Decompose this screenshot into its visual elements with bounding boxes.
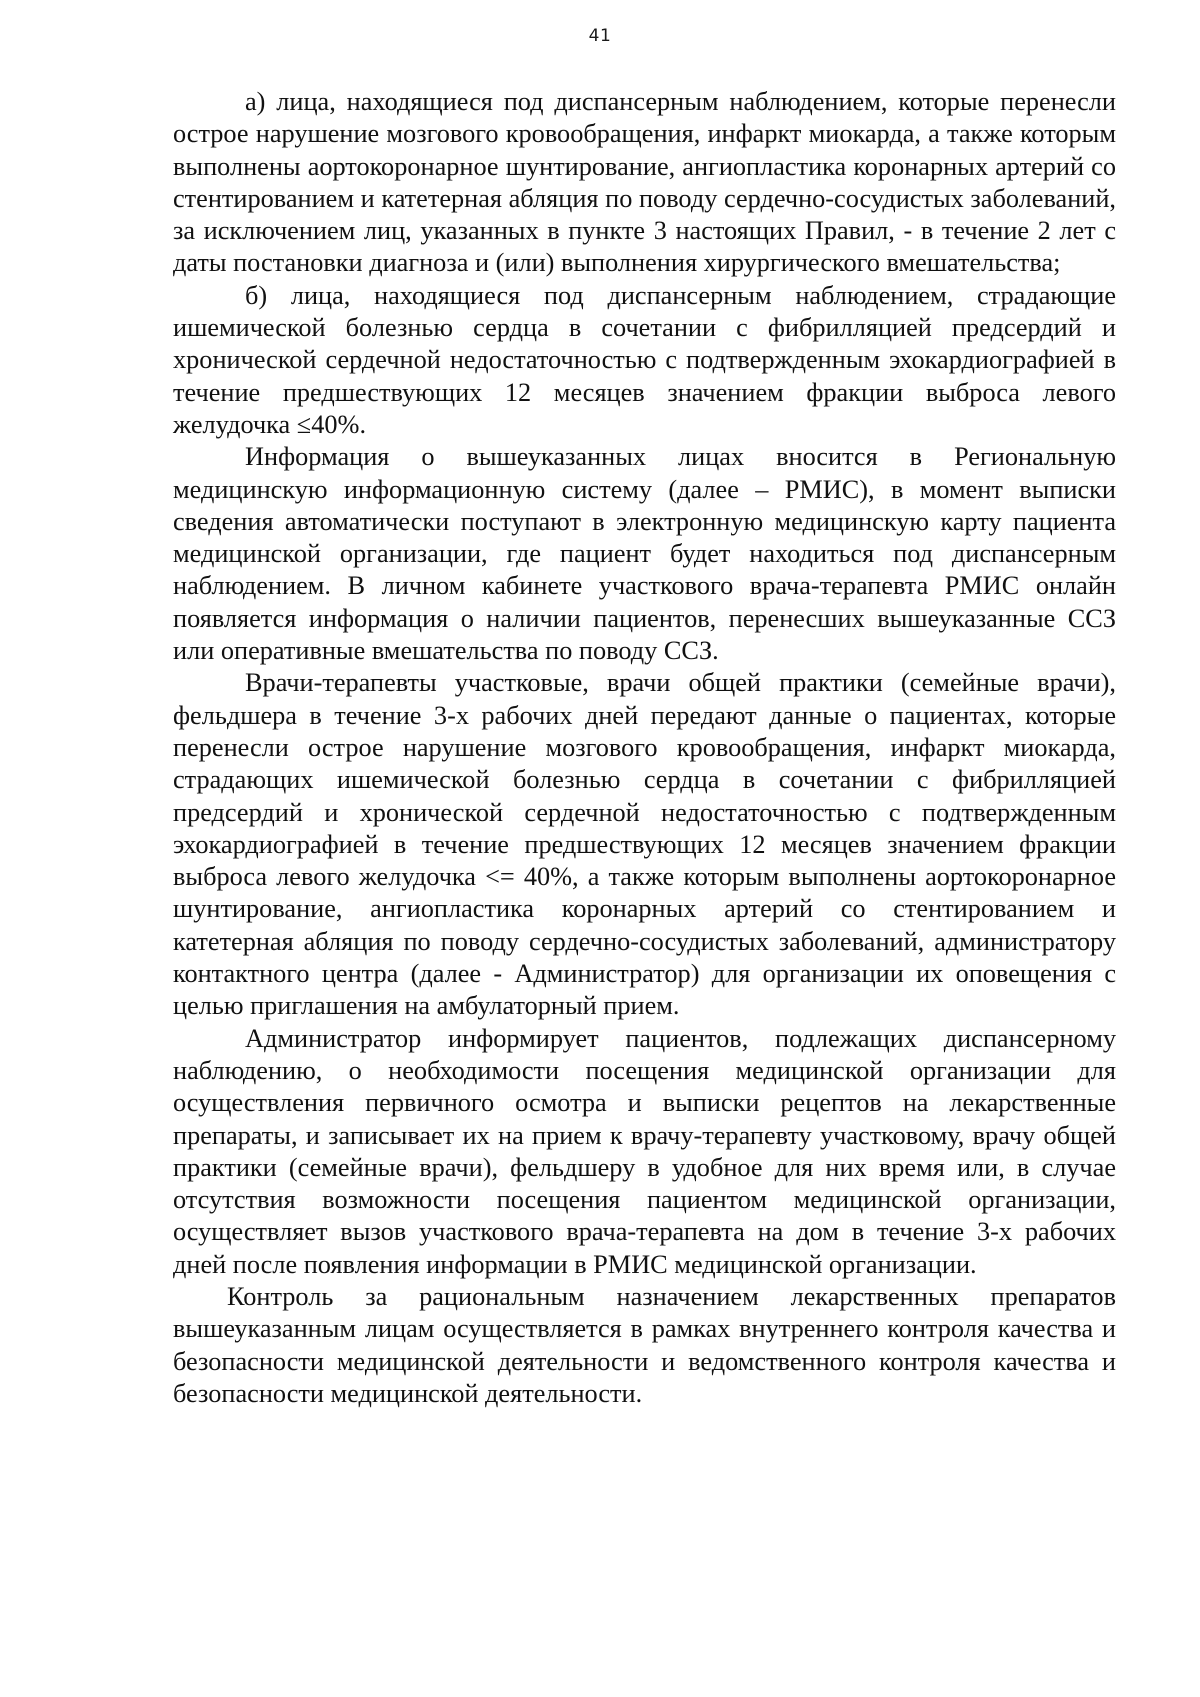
page-number: 41 bbox=[588, 26, 612, 46]
paragraph-control: Контроль за рациональным назначением лекарственных препаратов вышеуказанным лицам осуществляется в рамках внутреннего контроля качества и безопасности медицинской деятельности и ведомственного контроля качества и безопасности медицинской деятельности. bbox=[173, 1281, 1116, 1408]
paragraph-administrator: Администратор информирует пациентов, подлежащих диспансерному наблюдению, о необходимости посещения медицинской организации для осуществления первичного осмотра и выписки рецептов на лекарственные препараты, и записывает их на прием к врачу-терапевту участковому, врачу общей практики (семейные врачи), фельдшеру в удобное для них время или, в случае отсутствия возможности посещения пациентом медицинской организации, осуществляет вызов участкового врача-терапевта на дом в течение 3-х рабочих дней после появления информации в РМИС медицинской организации. bbox=[173, 1023, 1116, 1279]
paragraph-rmis-info: Информация о вышеуказанных лицах вносится в Региональную медицинскую информационную систему (далее – РМИС), в момент выписки сведения автоматически поступают в электронную медицинскую карту пациента медицинской организации, где пациент будет находиться под диспансерным наблюдением. В личном кабинете участкового врача-терапевта РМИС онлайн появляется информация о наличии пациентов, перенесших вышеуказанные ССЗ или оперативные вмешательства по поводу ССЗ. bbox=[173, 442, 1116, 666]
paragraph-therapists: Врачи-терапевты участковые, врачи общей практики (семейные врачи), фельдшера в течение 3-х рабочих дней передают данные о пациентах, которые перенесли острое нарушение мозгового кровообращения, инфаркт миокарда, страдающих ишемической болезнью сердца в сочетании с фибрилляцией предсердий и хронической сердечной недостаточностью с подтвержденным эхокардиографией в течение предшествующих 12 месяцев значением фракции выброса левого желудочка <= 40%, а также которым выполнены аортокоронарное шунтирование, ангиопластика коронарных артерий со стентированием и катетерная абляция по поводу сердечно-сосудистых заболеваний, администратору контактного центра (далее - Администратор) для организации их оповещения с целью приглашения на амбулаторный прием. bbox=[173, 668, 1116, 1021]
document-body bbox=[173, 86, 1116, 1410]
paragraph-a: а) лица, находящиеся под диспансерным наблюдением, которые перенесли острое нарушение мозгового кровообращения, инфаркт миокарда, а также которым выполнены аортокоронарное шунтирование, ангиопластика коронарных артерий со стентированием и катетерная абляция по поводу сердечно-сосудистых заболеваний, за исключением лиц, указанных в пункте 3 настоящих Правил, - в течение 2 лет с даты постановки диагноза и (или) выполнения хирургического вмешательства; bbox=[173, 87, 1116, 278]
paragraph-b: б) лица, находящиеся под диспансерным наблюдением, страдающие ишемической болезнью сердца в сочетании с фибрилляцией предсердий и хронической сердечной недостаточностью с подтвержденным эхокардиографией в течение предшествующих 12 месяцев значением фракции выброса левого желудочка ≤40%. bbox=[173, 280, 1116, 439]
